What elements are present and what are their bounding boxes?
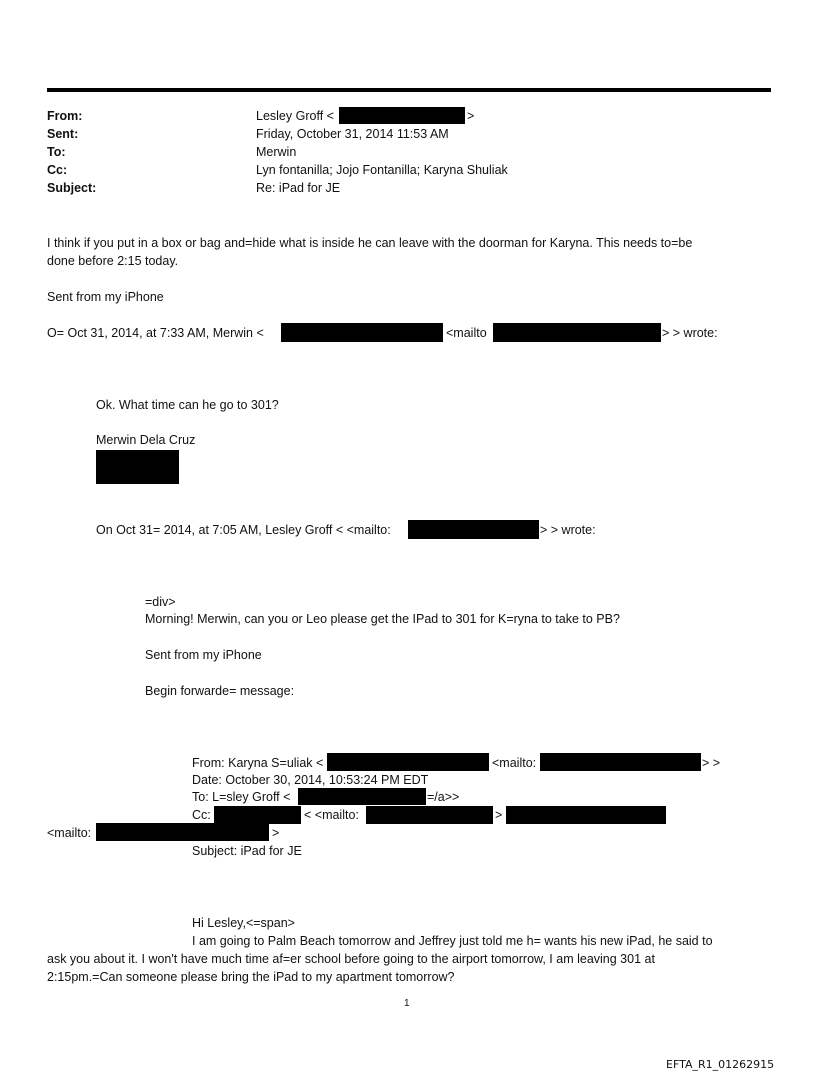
redaction-block [366,806,493,824]
to-value: Merwin [256,145,297,159]
fwd-from-mailto: <mailto: [492,756,537,770]
redaction-block [327,753,489,771]
fwd-cc-mailto: < <mailto: [304,808,359,822]
fwd-from: From: Karyna S=uliak < [192,756,324,770]
document-id: EFTA_R1_01262915 [666,1058,775,1071]
subject-value: Re: iPad for JE [256,181,341,195]
redaction-block [506,806,666,824]
fwd-to: To: L=sley Groff < [192,790,291,804]
quote-header-1: O= Oct 31, 2014, at 7:33 AM, Merwin < [47,326,264,340]
quote-header-2-end: > > wrote: [540,523,596,537]
redaction-block [493,323,661,342]
redaction-block [96,450,179,484]
redaction-block [540,753,701,771]
reply-text: Ok. What time can he go to 301? [96,398,279,412]
fwd-from-end: > > [702,756,721,770]
fwd-paragraph-line-3: 2:15pm.=Can someone please bring the iPad to my apartment tomorrow? [47,970,455,984]
fwd-greeting: Hi Lesley,<=span> [192,916,295,930]
sent-from-iphone: Sent from my iPhone [145,648,262,662]
redaction-block [339,107,465,124]
subject-label: Subject: [47,181,97,195]
fwd-cc: Cc: [192,808,211,822]
redaction-block [214,806,301,824]
sent-label: Sent: [47,127,79,141]
header-rule [47,88,771,92]
page-number: 1 [404,998,410,1009]
quote-header-1-mailto: <mailto [446,326,487,340]
sent-value: Friday, October 31, 2014 11:53 AM [256,127,449,141]
begin-forwarded: Begin forwarde= message: [145,684,295,698]
sent-from-iphone: Sent from my iPhone [47,290,164,304]
body-line-2: done before 2:15 today. [47,254,179,268]
fwd-cc-end: > [495,808,503,822]
to-label: To: [47,145,66,159]
cc-value: Lyn fontanilla; Jojo Fontanilla; Karyna Shuliak [256,163,508,177]
fwd-subject: Subject: iPad for JE [192,844,302,858]
fwd-mailto: <mailto: [47,826,92,840]
quote-header-1-end: > > wrote: [662,326,718,340]
from-value-close: > [467,109,475,123]
fwd-mailto-end: > [272,826,280,840]
signature-name: Merwin Dela Cruz [96,433,196,447]
fwd-paragraph-line-2: ask you about it. I won't have much time af=er school before going to the airport tomorrow, I am leaving 301 at [47,952,655,966]
quote-header-2: On Oct 31= 2014, at 7:05 AM, Lesley Groff < <mailto: [96,523,391,537]
reply-text: Morning! Merwin, can you or Leo please get the IPad to 301 for K=ryna to take to PB? [145,612,620,626]
redaction-block [96,823,269,841]
fwd-paragraph-line-1: I am going to Palm Beach tomorrow and Jeffrey just told me h= wants his new iPad, he said to [192,934,713,948]
cc-label: Cc: [47,163,68,177]
redaction-block [281,323,443,342]
div-fragment: =div> [145,595,176,609]
fwd-to-end: =/a>> [427,790,460,804]
fwd-date: Date: October 30, 2014, 10:53:24 PM EDT [192,773,429,787]
redaction-block [298,788,426,805]
redaction-block [408,520,539,539]
body-line-1: I think if you put in a box or bag and=hide what is inside he can leave with the doorman for Karyna. This needs to=be [47,236,693,250]
from-value: Lesley Groff < [256,109,334,123]
from-label: From: [47,109,83,123]
